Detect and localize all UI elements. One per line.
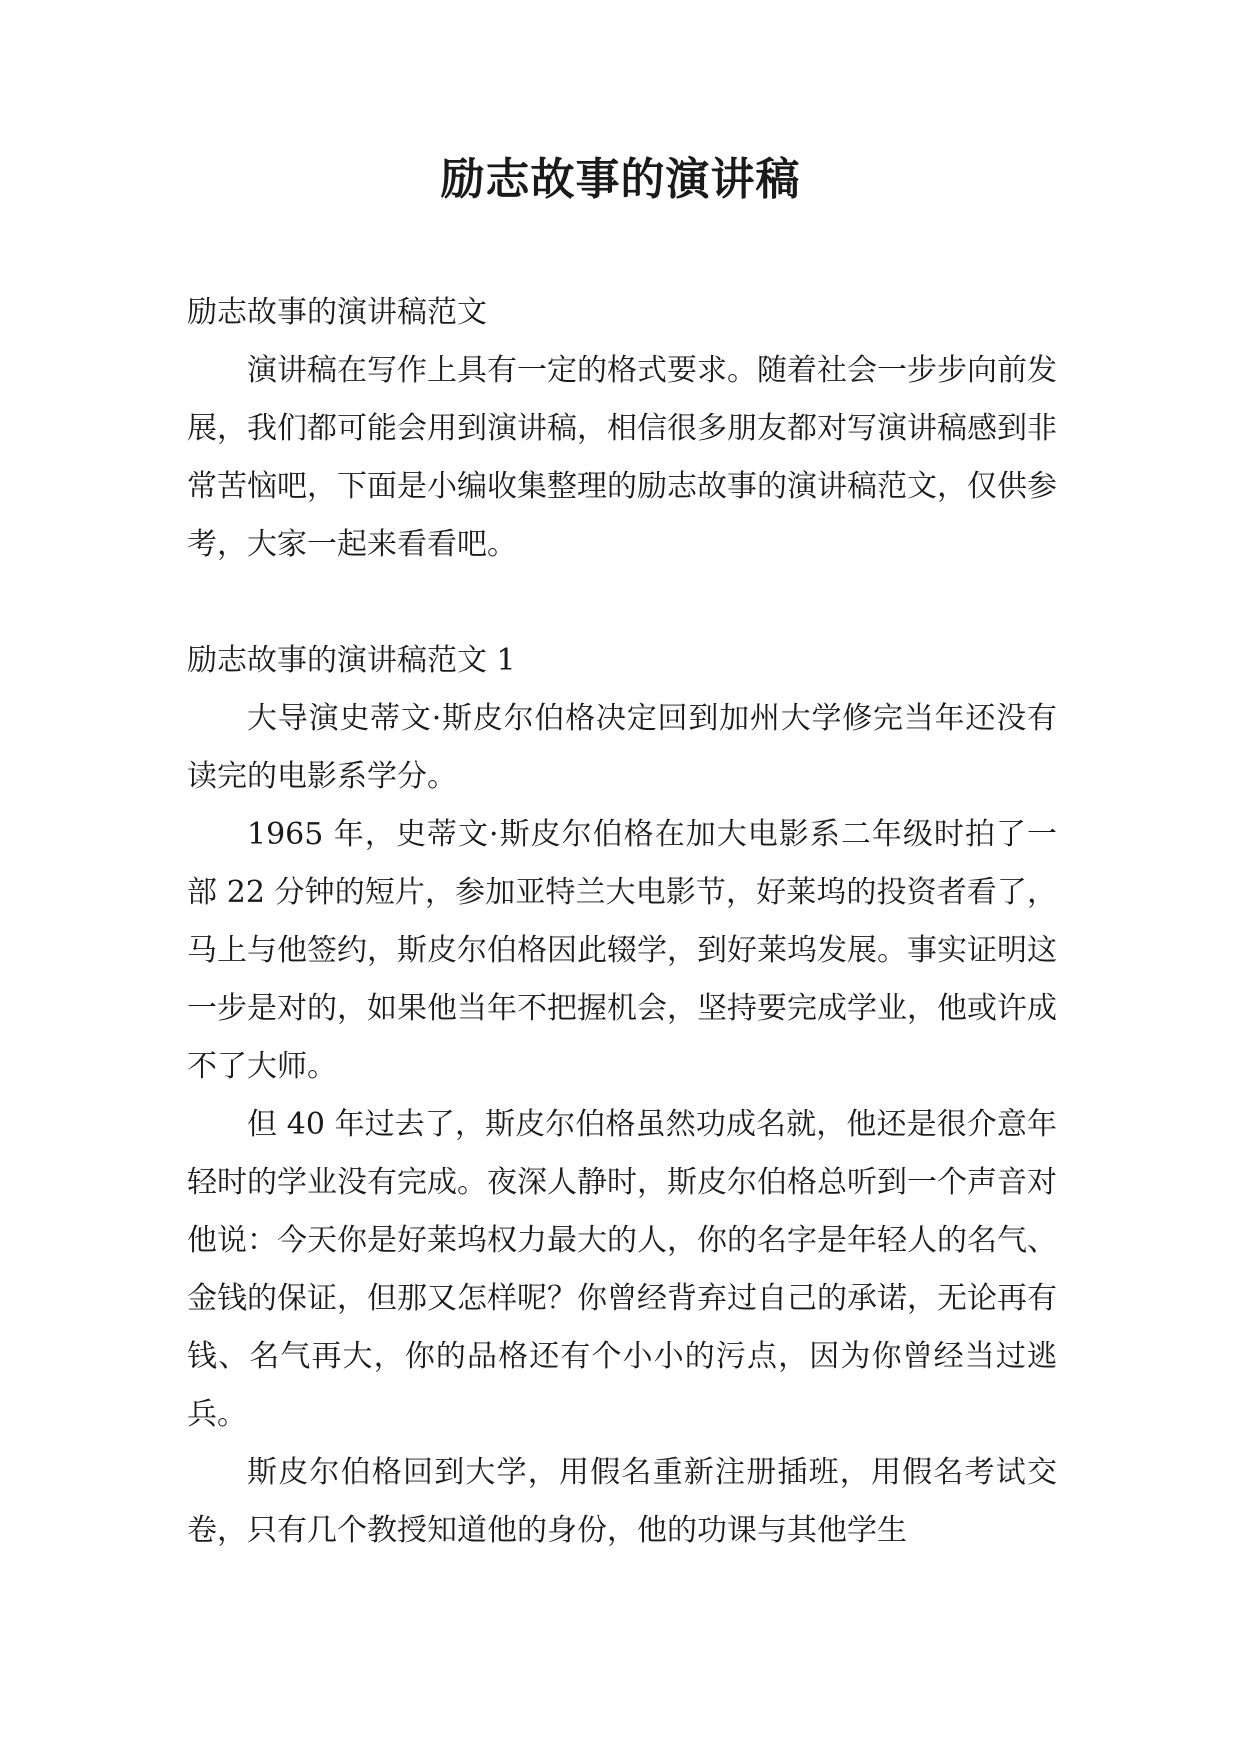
section-heading: 励志故事的演讲稿范文 — [187, 295, 487, 330]
paragraph: 大导演史蒂文·斯皮尔伯格决定回到加州大学修完当年还没有读完的电影系学分。 — [187, 701, 1057, 794]
paragraph: 但 40 年过去了，斯皮尔伯格虽然功成名就，他还是很介意年轻时的学业没有完成。夜深人静时，斯皮尔伯格总听到一个声音对他说：今天你是好莱坞权力最大的人，你的名字是年轻人的名气、金钱的保证，但那又怎样呢？你曾经背弃过自己的承诺，无论再有钱、名气再大，你的品格还有个小小的污点，因为你曾经当过逃兵。 — [187, 1107, 1057, 1432]
paragraph: 斯皮尔伯格回到大学，用假名重新注册插班，用假名考试交卷，只有几个教授知道他的身份，他的功课与其他学生 — [187, 1455, 1057, 1548]
paragraph: 演讲稿在写作上具有一定的格式要求。随着社会一步步向前发展，我们都可能会用到演讲稿，相信很多朋友都对写演讲稿感到非常苦恼吧，下面是小编收集整理的励志故事的演讲稿范文，仅供参考，大家一起来看看吧。 — [187, 353, 1057, 562]
section-heading: 励志故事的演讲稿范文 1 — [187, 643, 516, 678]
document-body — [187, 284, 1057, 1560]
paragraph: 1965 年，史蒂文·斯皮尔伯格在加大电影系二年级时拍了一部 22 分钟的短片，参加亚特兰大电影节，好莱坞的投资者看了，马上与他签约，斯皮尔伯格因此辍学，到好莱坞发展。事实证明这一步是对的，如果他当年不把握机会，坚持要完成学业，他或许成不了大师。 — [187, 817, 1057, 1084]
document-title: 励志故事的演讲稿 — [440, 154, 801, 205]
section-spacer — [187, 574, 1057, 632]
